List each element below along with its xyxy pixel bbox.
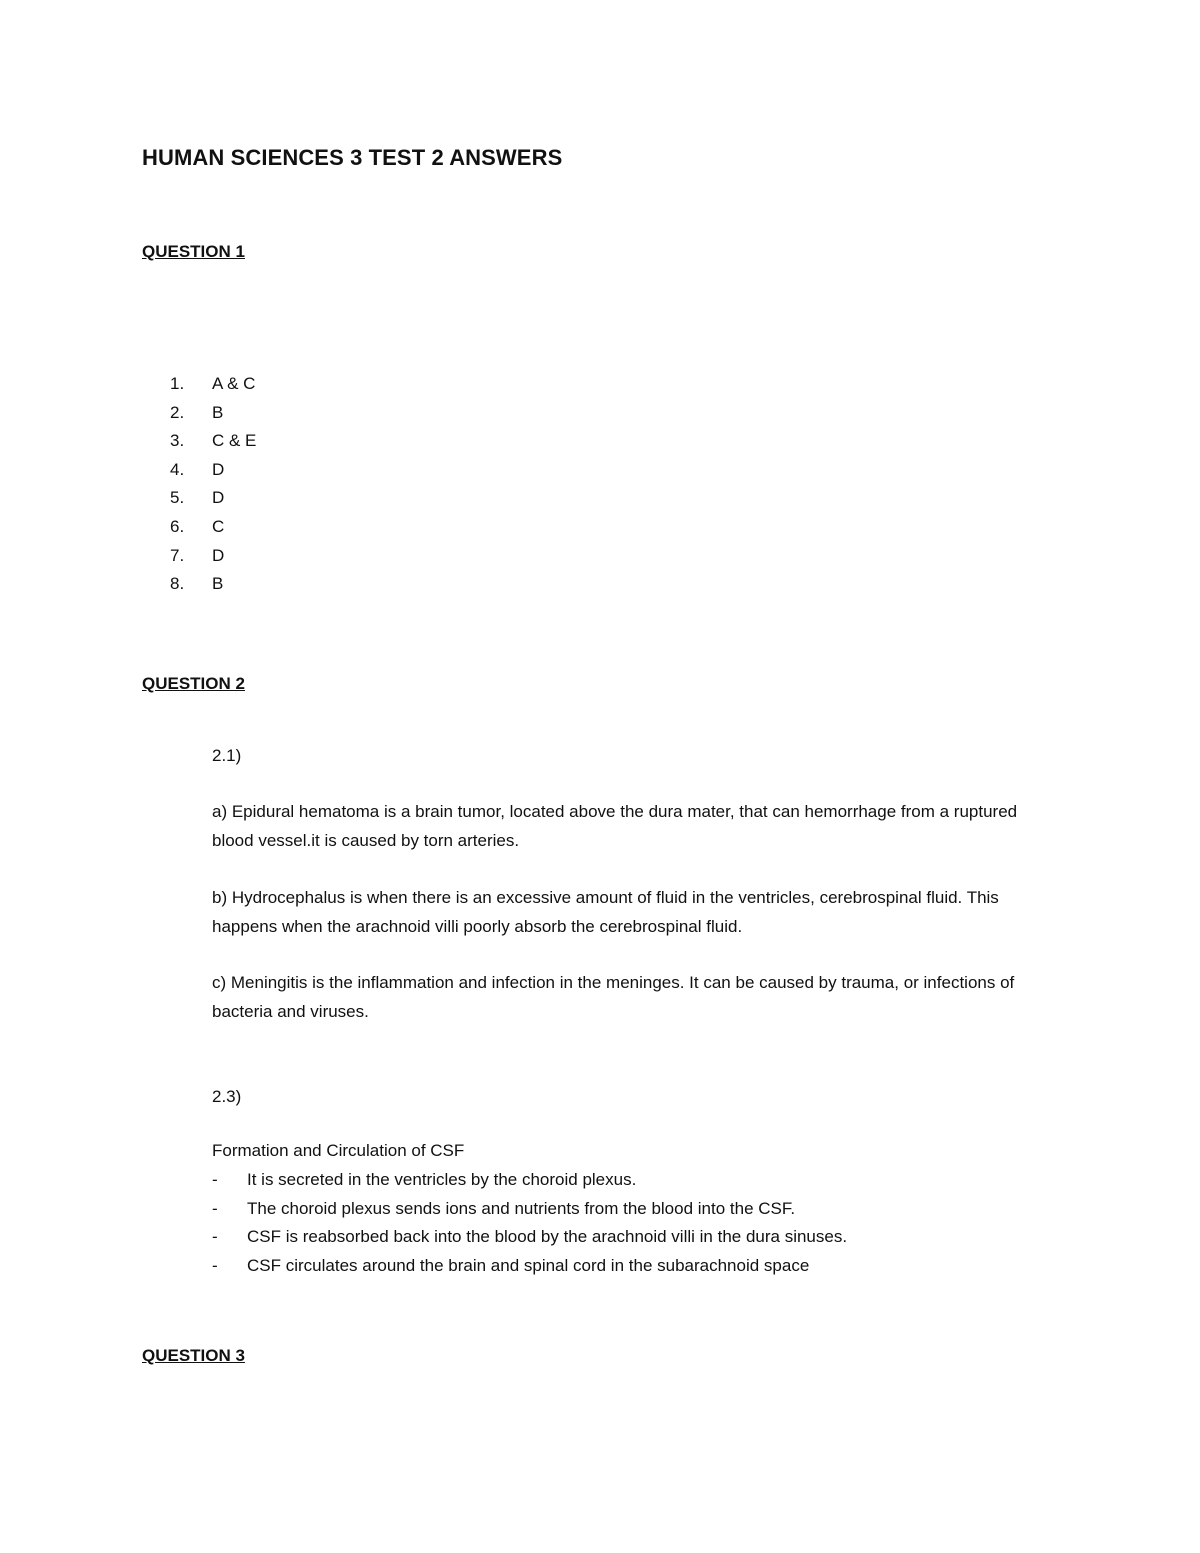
answer-number: 7. (170, 545, 185, 565)
question-1-heading: QUESTION 1 (142, 242, 245, 261)
answer-number: 6. (170, 516, 185, 536)
csf-bullet-list (212, 1166, 847, 1280)
answer-text: C & E (212, 431, 257, 451)
bullet-dash: - (212, 1255, 218, 1275)
bullet-item (212, 1195, 847, 1224)
bullet-dash: - (212, 1227, 218, 1247)
csf-section-heading: Formation and Circulation of CSF (212, 1141, 465, 1160)
answer-item (170, 456, 256, 485)
answer-text: C (212, 516, 225, 536)
answer-text: D (212, 459, 225, 479)
answer-item (170, 570, 256, 599)
question-2-1-label: 2.1) (212, 746, 242, 765)
answer-2-1-a: a) Epidural hematoma is a brain tumor, located above the dura mater, that can hemorrhage from a ruptured blood vessel.it is caused by torn arteries. (212, 802, 1018, 850)
answer-number: 5. (170, 488, 185, 508)
question-1-answer-list (170, 370, 256, 599)
answer-item (170, 513, 256, 542)
question-2-3-label: 2.3) (212, 1087, 242, 1106)
answer-number: 3. (170, 431, 185, 451)
answer-text: B (212, 574, 224, 594)
answer-number: 2. (170, 402, 185, 422)
answer-item (170, 542, 256, 571)
answer-text: D (212, 488, 225, 508)
answer-2-1-c: c) Meningitis is the inflammation and infection in the meninges. It can be caused by trauma, or infections of bacteria and viruses. (212, 973, 1015, 1021)
answer-number: 4. (170, 459, 185, 479)
answer-item (170, 399, 256, 428)
answer-item (170, 484, 256, 513)
bullet-dash: - (212, 1170, 218, 1189)
bullet-item (212, 1166, 847, 1195)
answer-text: D (212, 545, 225, 565)
bullet-text: It is secreted in the ventricles by the choroid plexus. (247, 1170, 637, 1189)
answer-item (170, 370, 256, 399)
bullet-text: The choroid plexus sends ions and nutrients from the blood into the CSF. (247, 1198, 796, 1218)
question-3-heading: QUESTION 3 (142, 1346, 245, 1365)
answer-text: A & C (212, 374, 256, 393)
bullet-dash: - (212, 1198, 218, 1218)
bullet-text: CSF circulates around the brain and spinal cord in the subarachnoid space (247, 1255, 810, 1275)
answer-number: 1. (170, 374, 185, 393)
question-2-heading: QUESTION 2 (142, 674, 245, 693)
answer-text: B (212, 402, 224, 422)
bullet-item (212, 1223, 847, 1252)
bullet-text: CSF is reabsorbed back into the blood by the arachnoid villi in the dura sinuses. (247, 1227, 848, 1247)
bullet-item (212, 1252, 847, 1281)
answer-2-1-b: b) Hydrocephalus is when there is an excessive amount of fluid in the ventricles, cerebrospinal fluid. This happens when the arachnoid villi poorly absorb the cerebrospinal fluid. (212, 888, 999, 936)
answer-item (170, 427, 256, 456)
answer-number: 8. (170, 574, 185, 594)
document-title: HUMAN SCIENCES 3 TEST 2 ANSWERS (142, 145, 563, 170)
